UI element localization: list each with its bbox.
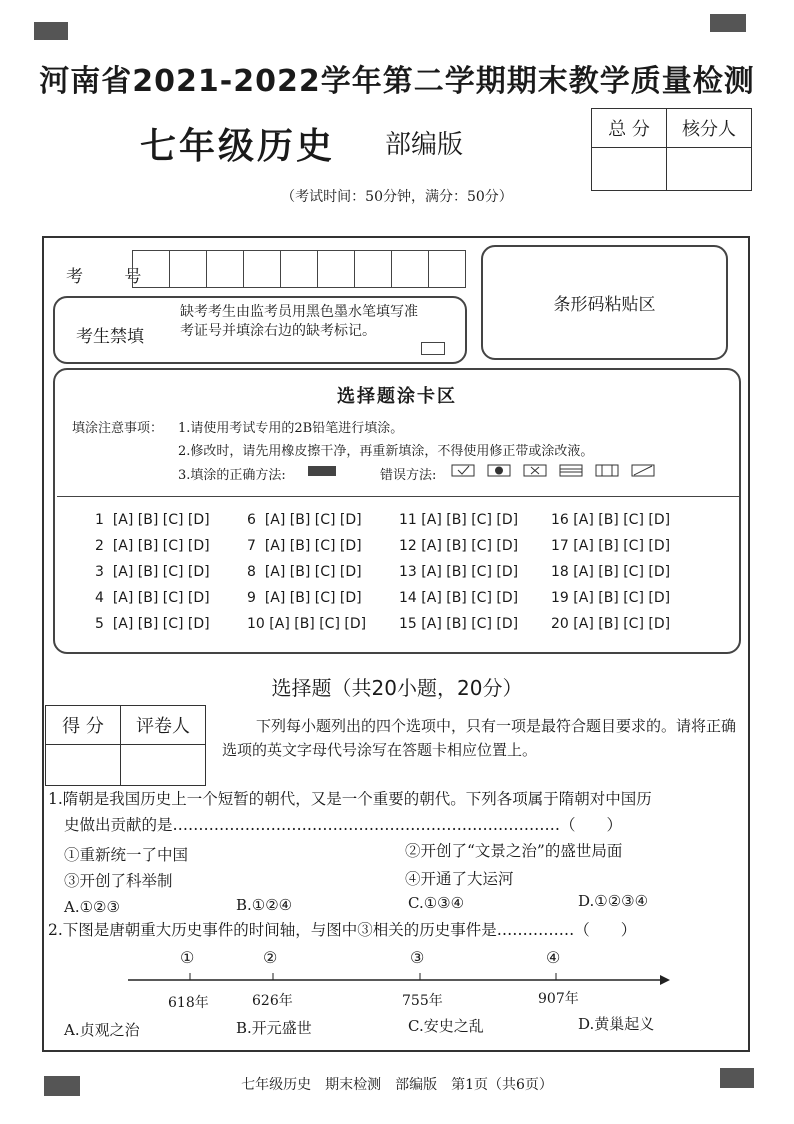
grader-name-header: 评卷人 [121, 706, 206, 745]
q2-option-c[interactable]: C.安史之乱 [408, 1017, 484, 1035]
answer-row-18[interactable]: 18 [A] [B] [C] [D] [551, 564, 671, 580]
q2-option-d[interactable]: D.黄巢起义 [578, 1015, 655, 1033]
barcode-area [481, 245, 728, 360]
subject-title: 七年级历史 [140, 125, 336, 167]
q1-option-c[interactable]: C.①③④ [408, 894, 465, 912]
total-score-cell[interactable] [592, 148, 667, 191]
barcode-label: 条形码粘贴区 [553, 295, 656, 315]
correct-fill-sample [308, 466, 336, 476]
timeline-year-2: 626年 [252, 993, 293, 1009]
grader-score-header: 得 分 [46, 706, 121, 745]
q2-option-a[interactable]: A.贞观之治 [64, 1021, 140, 1039]
answer-card-divider [57, 496, 739, 497]
q1-item-3: ③开创了科举制 [64, 872, 173, 890]
total-score-header: 总 分 [592, 109, 667, 148]
q1-option-b[interactable]: B.①②④ [236, 896, 293, 914]
timeline-marker-2: ② [263, 948, 278, 967]
exam-number-cell[interactable] [391, 250, 429, 288]
checker-cell[interactable] [667, 148, 752, 191]
answer-row-12[interactable]: 12 [A] [B] [C] [D] [399, 538, 519, 554]
timeline-year-4: 907年 [538, 991, 579, 1007]
wrong-method-samples [450, 461, 660, 479]
grader-score-cell[interactable] [46, 745, 121, 786]
answer-card-title: 选择题涂卡区 [337, 386, 457, 407]
answer-row-9[interactable]: 9 [A] [B] [C] [D] [247, 590, 362, 606]
q1-item-2: ②开创了“文景之治”的盛世局面 [405, 842, 623, 860]
timeline-year-3: 755年 [402, 993, 443, 1009]
section-description: 下列每小题列出的四个选项中，只有一项是最符合题目要求的。请将正确选项的英文字母代号涂写在答题卡相应位置上。 [222, 717, 737, 759]
exam-number-cell[interactable] [317, 250, 355, 288]
answer-row-20[interactable]: 20 [A] [B] [C] [D] [551, 616, 671, 632]
exam-number-cell[interactable] [354, 250, 392, 288]
q2-stem: 2.下图是唐朝重大历史事件的时间轴，与图中③相关的历史事件是……………（ ） [48, 921, 637, 939]
answer-row-7[interactable]: 7 [A] [B] [C] [D] [247, 538, 362, 554]
answer-row-3[interactable]: 3 [A] [B] [C] [D] [95, 564, 210, 580]
exam-title: 河南省2021-2022学年第二学期期末教学质量检测 [39, 64, 755, 99]
answer-row-8[interactable]: 8 [A] [B] [C] [D] [247, 564, 362, 580]
exam-number-cell[interactable] [132, 250, 170, 288]
exam-number-cell[interactable] [206, 250, 244, 288]
timeline-axis [128, 970, 673, 1010]
edition-label: 部编版 [385, 130, 464, 160]
answer-row-15[interactable]: 15 [A] [B] [C] [D] [399, 616, 519, 632]
answer-row-11[interactable]: 11 [A] [B] [C] [D] [399, 512, 519, 528]
grader-table [45, 705, 206, 786]
answer-bubble-grid[interactable] [95, 512, 703, 636]
instruction-3: 3.填涂的正确方法: [178, 468, 286, 483]
page-footer: 七年级历史 期末检测 部编版 第1页（共6页） [241, 1077, 553, 1093]
section-title: 选择题（共20小题，20分） [271, 676, 523, 700]
exam-info: （考试时间：50分钟，满分：50分） [281, 189, 513, 205]
exam-number-cell[interactable] [428, 250, 466, 288]
q1-item-4: ④开通了大运河 [405, 870, 514, 888]
exam-number-label: 考 号 [66, 267, 160, 287]
timeline-year-1: 618年 [168, 995, 209, 1011]
instruction-2: 2.修改时，请先用橡皮擦干净，再重新填涂，不得使用修正带或涂改液。 [178, 444, 594, 459]
q1-stem-line1: 1.隋朝是我国历史上一个短暂的朝代，又是一个重要的朝代。下列各项属于隋朝对中国历 [48, 790, 652, 808]
q1-option-d[interactable]: D.①②③④ [578, 892, 649, 910]
exam-number-cell[interactable] [243, 250, 281, 288]
wrong-method-label: 错误方法: [380, 468, 437, 483]
instruction-1: 1.请使用考试专用的2B铅笔进行填涂。 [178, 421, 404, 436]
answer-row-13[interactable]: 13 [A] [B] [C] [D] [399, 564, 519, 580]
checker-header: 核分人 [667, 109, 752, 148]
registration-mark-top-right [710, 14, 746, 32]
timeline [128, 948, 673, 1018]
answer-row-2[interactable]: 2 [A] [B] [C] [D] [95, 538, 210, 554]
timeline-marker-3: ③ [410, 948, 425, 967]
total-score-table [591, 108, 752, 191]
answer-row-19[interactable]: 19 [A] [B] [C] [D] [551, 590, 671, 606]
timeline-marker-1: ① [180, 948, 195, 967]
q1-item-1: ①重新统一了中国 [64, 846, 189, 864]
exam-number-cells[interactable] [133, 250, 466, 288]
exam-number-cell[interactable] [169, 250, 207, 288]
answer-row-6[interactable]: 6 [A] [B] [C] [D] [247, 512, 362, 528]
exam-number-cell[interactable] [280, 250, 318, 288]
answer-row-10[interactable]: 10 [A] [B] [C] [D] [247, 616, 367, 632]
answer-row-4[interactable]: 4 [A] [B] [C] [D] [95, 590, 210, 606]
grader-name-cell[interactable] [121, 745, 206, 786]
answer-row-14[interactable]: 14 [A] [B] [C] [D] [399, 590, 519, 606]
answer-row-16[interactable]: 16 [A] [B] [C] [D] [551, 512, 671, 528]
instructions-label: 填涂注意事项： [72, 421, 164, 436]
answer-row-17[interactable]: 17 [A] [B] [C] [D] [551, 538, 671, 554]
answer-row-5[interactable]: 5 [A] [B] [C] [D] [95, 616, 210, 632]
q2-option-b[interactable]: B.开元盛世 [236, 1019, 312, 1037]
forbid-label: 考生禁填 [76, 327, 144, 347]
forbid-text: 缺考考生由监考员用黑色墨水笔填写准考证号并填涂右边的缺考标记。 [180, 304, 418, 339]
timeline-marker-4: ④ [546, 948, 561, 967]
q1-option-a[interactable]: A.①②③ [64, 898, 120, 916]
absence-mark-box[interactable] [421, 342, 445, 355]
answer-row-1[interactable]: 1 [A] [B] [C] [D] [95, 512, 210, 528]
registration-mark-top-left [34, 22, 68, 40]
q1-stem-line2: 史做出贡献的是…………………………………………………………………（ ） [64, 816, 623, 834]
